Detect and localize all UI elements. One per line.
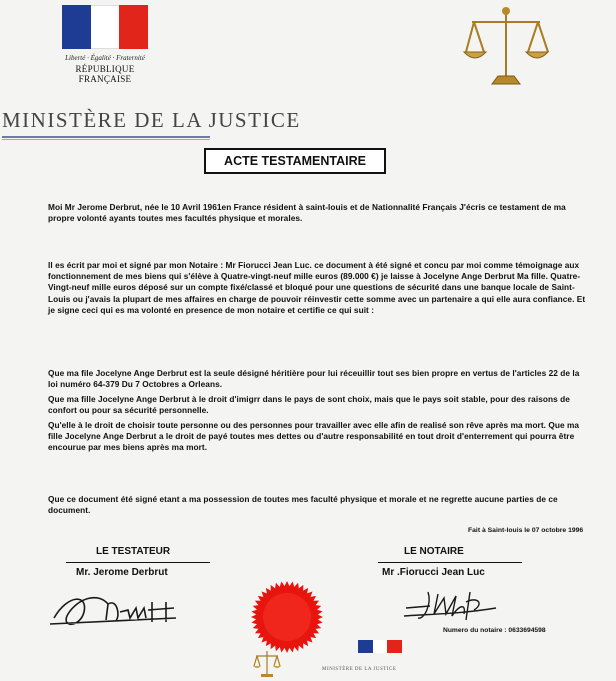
paragraph-closing: Que ce document été signé etant a ma possession de toutes mes faculté physique et morale et ne regrette aucune parties de ce document.: [48, 494, 558, 516]
ministry-underline-thin: [2, 139, 210, 140]
rf-name: RÉPUBLIQUE FRANÇAISE: [75, 64, 135, 84]
place-date: Fait à Saint-louis le 07 octobre 1996: [468, 527, 584, 534]
red-seal-icon: [250, 580, 324, 654]
scales-of-justice-icon: [462, 4, 550, 88]
paragraph-declaration: Moi Mr Jerome Derbrut, née le 10 Avril 1961en France résident à saint-louis et de Nationnalité Français J'écris ce testament de ma propre volonté ayants toutes mes facultés physique et morales.: [48, 202, 566, 224]
rf-motto: Liberté · Égalité · Fraternité: [65, 54, 145, 62]
notaire-heading: LE NOTAIRE: [404, 546, 464, 557]
paragraph-rights: Qu'elle à le droit de choisir toute personne ou des personnes pour travailler avec elle afin de realisé son rêve après ma mort. Que ma fille Jocelyne Ange Derbrut a le droit de payé toutes mes dettes ou d'autre responsabilité en tout droit d'enterrement qui pourra être encourue par mes biens après ma mort.: [48, 420, 580, 453]
testateur-heading: LE TESTATEUR: [96, 546, 171, 557]
document-title: ACTE TESTAMENTAIRE: [204, 148, 386, 174]
footer-ministry: MINISTÈRE DE LA JUSTICE: [322, 667, 397, 672]
paragraph-heir: Que ma file Jocelyne Ange Derbrut est la seule désigné héritière pour lui réceuillir tout ses bien propre en vertus de l'articles 22 de la loi numéro 64-379 Du 7 Octobres a Orleans.: [48, 368, 580, 390]
notaire-signature: [400, 584, 510, 624]
notaire-line: [378, 562, 522, 563]
notaire-name: Mr .Fiorucci Jean Luc: [382, 567, 485, 578]
ministry-title: MINISTÈRE DE LA JUSTICE: [2, 108, 301, 132]
small-french-flag-icon: [358, 640, 402, 653]
testateur-name: Mr. Jerome Derbrut: [76, 567, 168, 578]
ministry-underline: [2, 136, 210, 138]
testateur-signature: [48, 588, 188, 632]
notaire-number: Numero du notaire : 0633694598: [443, 627, 546, 634]
paragraph-emigration: Que ma fille Jocelyne Ange Derbrut à le droit d'imigrr dans le pays de sont choix, mais que le pays soit stable, pour des raisons de confort ou pour sa sécurité personnelle.: [48, 394, 570, 416]
republique-francaise-logo: [62, 5, 148, 84]
french-flag-icon: [62, 5, 148, 49]
paragraph-notary: Il es écrit par moi et signé par mon Notaire : Mr Fiorucci Jean Luc. ce document à été signé et concu par moi comme témoignage aux fonctionnement de mes biens qui s'élève à Quatre-vingt-neuf mille euros (89.000 €) je laisse à Jocelyne Ange Derbrut Ma fille. Quatre-Vingt-neuf mille euros déposé sur un compte fixé/classé et bloqué pour une questions de sécurité dans une banque locale de Saint-Louis ou j'avais la plupart de mes affaires en charge de pouvoir réinvestir cette somme avec un partenaire a qui elle aura confiance. Et je signe ceci qui es ma volonté en presence de mon notaire et certifie ce qui suit :: [48, 260, 586, 315]
small-scales-icon: [252, 648, 282, 678]
testateur-line: [66, 562, 210, 563]
